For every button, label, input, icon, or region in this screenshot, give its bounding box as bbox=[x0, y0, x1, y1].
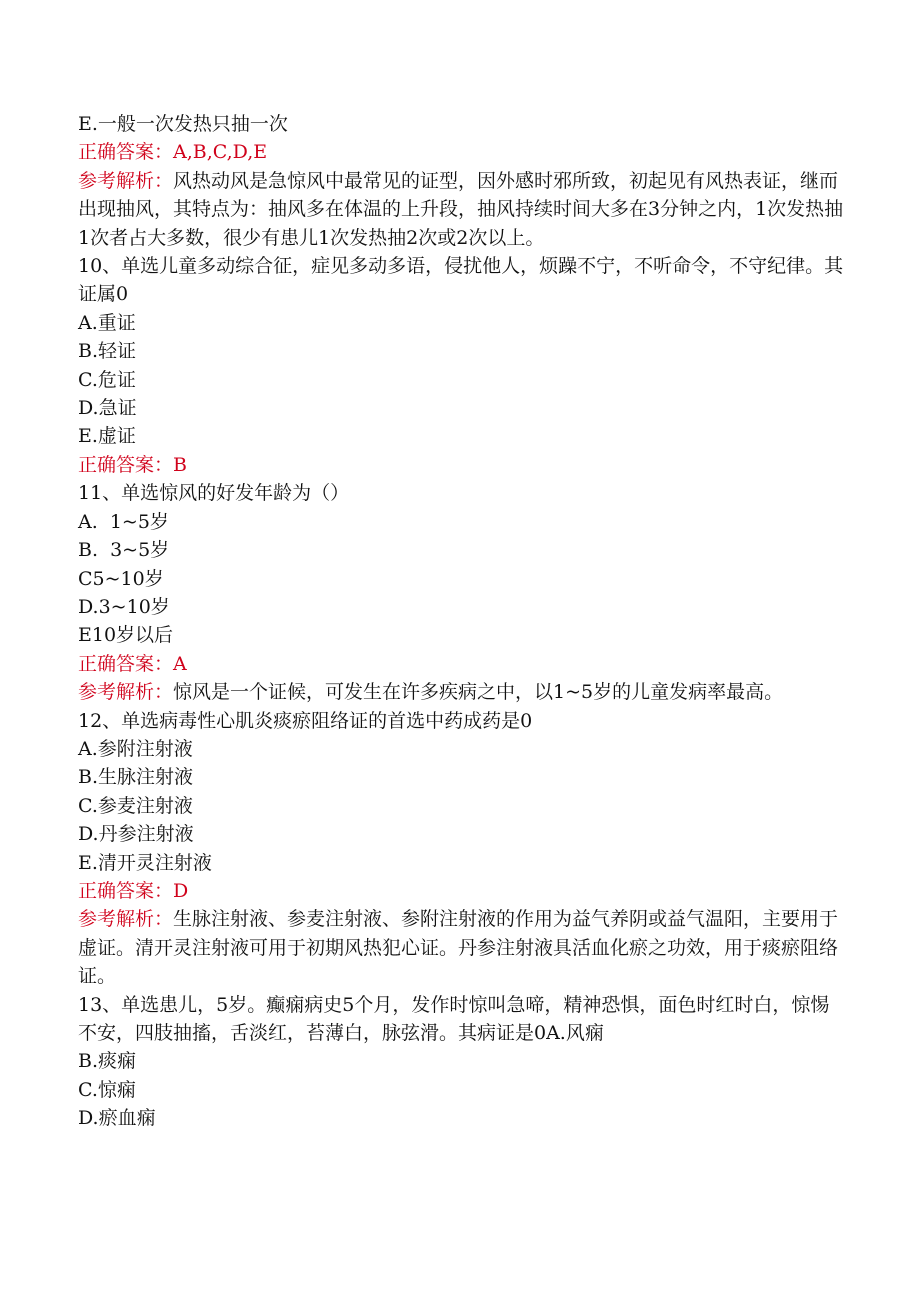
q10-answer bbox=[78, 451, 846, 479]
q12-option-a: A.参附注射液 bbox=[78, 737, 193, 760]
q13-option-b: B.痰痫 bbox=[78, 1050, 137, 1073]
analysis-text: 惊风是一个证候，可发生在许多疾病之中，以1~5岁的儿童发病率最高。 bbox=[173, 681, 784, 704]
answer-label: 正确答案： bbox=[78, 879, 174, 902]
q10-option-a: A.重证 bbox=[78, 311, 136, 334]
q11-option-e: E10岁以后 bbox=[78, 624, 174, 647]
q13-option-c: C.惊痫 bbox=[78, 1078, 136, 1101]
answer-value: A bbox=[173, 652, 187, 675]
q9-option-e: E.一般一次发热只抽一次 bbox=[78, 113, 288, 135]
answer-value: D bbox=[173, 879, 189, 902]
q9-answer bbox=[78, 138, 846, 166]
answer-value: A,B,C,D,E bbox=[173, 141, 268, 164]
q10-option-c: C.危证 bbox=[78, 368, 136, 391]
q11-option-c: C5~10岁 bbox=[78, 567, 164, 590]
q13-stem: 13、单选患儿，5岁。癫痫病史5个月，发作时惊叫急啼，精神恐惧，面色时红时白，惊惕不安，四肢抽搐，舌淡红，苔薄白，脉弦滑。其病证是0A.风痫 bbox=[78, 993, 830, 1044]
q10-option-d: D.急证 bbox=[78, 397, 137, 420]
analysis-label: 参考解析： bbox=[78, 681, 174, 704]
q13-option-d: D.瘀血痫 bbox=[78, 1107, 156, 1130]
q11-option-d: D.3~10岁 bbox=[78, 595, 170, 618]
q11-analysis bbox=[78, 678, 846, 706]
answer-value: B bbox=[173, 453, 187, 476]
answer-label: 正确答案： bbox=[78, 652, 174, 675]
q12-analysis bbox=[78, 905, 846, 990]
q11-option-a: A. 1~5岁 bbox=[78, 510, 169, 533]
q12-option-b: B.生脉注射液 bbox=[78, 766, 194, 789]
answer-label: 正确答案： bbox=[78, 453, 174, 476]
q9-analysis bbox=[78, 167, 846, 252]
analysis-text: 风热动风是急惊风中最常见的证型，因外感时邪所致，初起见有风热表证，继而出现抽风，其特点为：抽风多在体温的上升段，抽风持续时间大多在3分钟之内，1次发热抽1次者占大多数，很少有患儿1次发热抽2次或2次以上。 bbox=[78, 169, 844, 249]
document-page bbox=[78, 110, 846, 1133]
q12-option-c: C.参麦注射液 bbox=[78, 794, 193, 817]
q12-option-e: E.清开灵注射液 bbox=[78, 851, 212, 874]
q12-stem: 12、单选病毒性心肌炎痰瘀阻络证的首选中药成药是0 bbox=[78, 709, 533, 732]
q11-option-b: B. 3~5岁 bbox=[78, 539, 170, 562]
q10-stem: 10、单选儿童多动综合征，症见多动多语，侵扰他人，烦躁不宁，不听命令，不守纪律。其证属0 bbox=[78, 255, 844, 306]
answer-label: 正确答案： bbox=[78, 141, 174, 164]
q10-option-e: E.虚证 bbox=[78, 425, 136, 448]
analysis-label: 参考解析： bbox=[78, 908, 174, 931]
analysis-text: 生脉注射液、参麦注射液、参附注射液的作用为益气养阴或益气温阳，主要用于虚证。清开灵注射液可用于初期风热犯心证。丹参注射液具活血化瘀之功效，用于痰瘀阻络证。 bbox=[78, 908, 839, 988]
q11-stem: 11、单选惊风的好发年龄为（） bbox=[78, 482, 350, 505]
analysis-label: 参考解析： bbox=[78, 169, 174, 192]
q12-answer bbox=[78, 877, 846, 905]
q11-answer bbox=[78, 650, 846, 678]
q12-option-d: D.丹参注射液 bbox=[78, 823, 194, 846]
q10-option-b: B.轻证 bbox=[78, 340, 137, 363]
